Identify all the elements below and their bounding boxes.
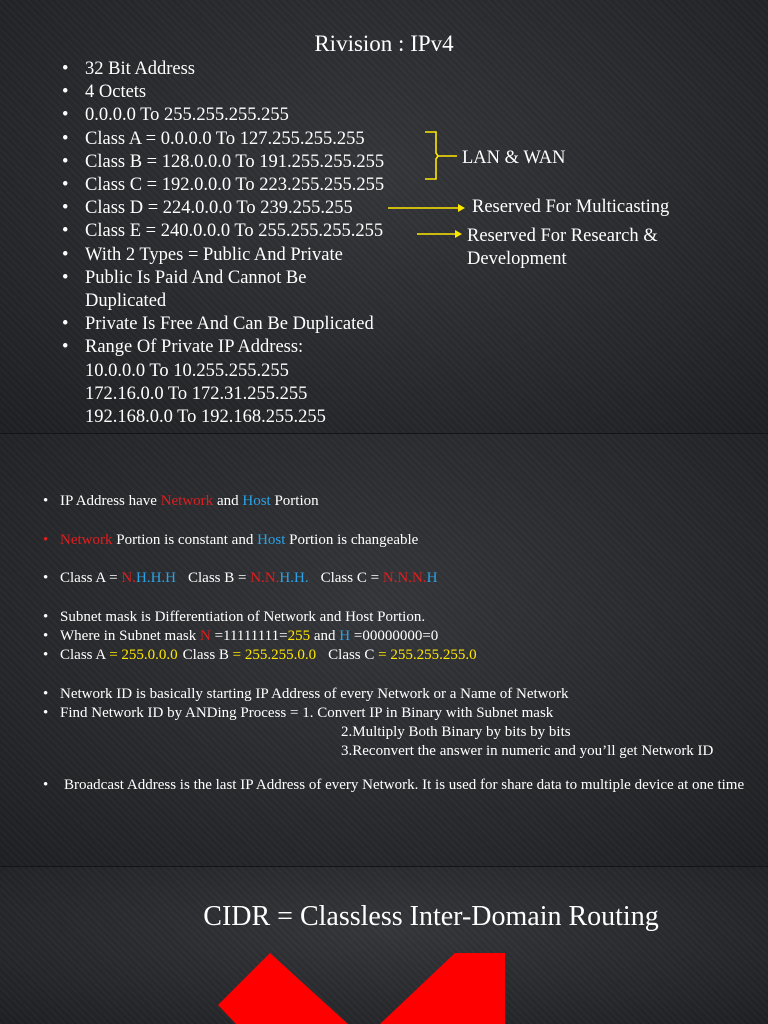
- mask-value: = 255.0.0.0: [109, 647, 178, 663]
- mask-value: = 255.255.0.0: [232, 647, 317, 663]
- host-part: H.H.H: [136, 570, 176, 586]
- text: Portion: [270, 493, 319, 509]
- list-item: [62, 267, 384, 313]
- text: =11111111=: [210, 628, 288, 644]
- list-item-private-ranges: [62, 336, 384, 429]
- slide-ipv4-revision: [0, 0, 768, 433]
- class-c-label: Class C: [328, 647, 379, 663]
- class-b-label: Class B: [182, 647, 233, 663]
- list-item: • Find Network ID by ANDing Process = 1. Convert IP in Binary with Subnet mask: [43, 704, 568, 723]
- class-b-label: Class B =: [188, 570, 251, 586]
- anding-step-3: 3.Reconvert the answer in numeric and you’ll get Network ID: [341, 743, 714, 759]
- private-range-3: 192.168.0.0 To 192.168.255.255: [85, 407, 326, 428]
- text: Where in Subnet mask: [60, 628, 200, 644]
- list-item-text: Range Of Private IP Address:: [85, 337, 304, 358]
- text: =00000000=0: [350, 628, 439, 644]
- list-item: • 4 Octets: [62, 81, 384, 104]
- list-item-class-c: • Class C = 192.0.0.0 To 223.255.255.255: [62, 174, 384, 197]
- list-item-class-b: • Class B = 128.0.0.0 To 191.255.255.255: [62, 151, 384, 174]
- network-letter: N: [199, 628, 211, 644]
- network-part: N.: [121, 570, 136, 586]
- private-range-1: 10.0.0.0 To 10.255.255.255: [85, 360, 289, 381]
- bullet-ip-portions: [43, 492, 319, 511]
- network-part: N.N.: [250, 570, 280, 586]
- bullet-portion-constant: [43, 531, 418, 550]
- curly-brace-icon: [425, 131, 459, 181]
- arrow-right-icon: [388, 202, 466, 214]
- class-a-label: Class A: [60, 647, 110, 663]
- list-item: • 0.0.0.0 To 255.255.255.255: [62, 104, 384, 127]
- bullet-network-id: [43, 685, 568, 723]
- network-part: N.N.N.: [382, 570, 427, 586]
- list-item: • With 2 Types = Public And Private: [62, 244, 384, 267]
- ipv4-facts-list: [62, 58, 384, 429]
- host-word: Host: [257, 532, 286, 548]
- list-item-text: Public Is Paid And Cannot Be: [85, 267, 307, 288]
- list-item: • Network ID is basically starting IP Address of every Network or a Name of Network: [43, 685, 568, 704]
- host-part: H.H.: [279, 570, 309, 586]
- annotation-multicasting: Reserved For Multicasting: [472, 197, 670, 217]
- text: Portion is constant and: [112, 532, 258, 548]
- list-item-continuation: Duplicated: [85, 291, 167, 312]
- list-item: • 32 Bit Address: [62, 58, 384, 81]
- text: Portion is changeable: [285, 532, 419, 548]
- text: IP Address have: [60, 493, 161, 509]
- list-item: • Subnet mask is Differentiation of Network and Host Portion.: [43, 608, 477, 627]
- arrow-right-icon: [417, 228, 463, 240]
- host-letter: H: [339, 628, 351, 644]
- slide-title: Rivision : IPv4: [314, 31, 454, 56]
- list-item: [43, 627, 477, 646]
- list-item: [43, 531, 418, 550]
- red-chevron-decoration: [0, 867, 768, 1024]
- class-a-label: Class A =: [60, 570, 122, 586]
- text: and: [213, 493, 243, 509]
- list-item: [43, 646, 477, 665]
- list-item-class-d: • Class D = 224.0.0.0 To 239.255.255: [62, 197, 384, 220]
- network-word: Network: [60, 532, 113, 548]
- annotation-research-line1: Reserved For Research &: [467, 226, 658, 246]
- slide-title: CIDR = Classless Inter-Domain Routing: [203, 901, 659, 932]
- list-item: • Private Is Free And Can Be Duplicated: [62, 313, 384, 336]
- list-item: [43, 492, 319, 511]
- list-item-class-a: • Class A = 0.0.0.0 To 127.255.255.255: [62, 128, 384, 151]
- bullet-broadcast: [43, 776, 745, 795]
- host-part: H: [426, 570, 438, 586]
- class-c-label: Class C =: [320, 570, 383, 586]
- network-word: Network: [160, 493, 214, 509]
- annotation-research-line2: Development: [467, 249, 567, 269]
- annotation-lan-wan: LAN & WAN: [462, 148, 566, 168]
- mask-value: 255: [287, 628, 311, 644]
- host-word: Host: [242, 493, 271, 509]
- anding-step-2: 2.Multiply Both Binary by bits by bits: [341, 724, 571, 740]
- list-item: • Broadcast Address is the last IP Address of every Network. It is used for share data to multiple device at one time: [43, 776, 704, 795]
- list-item: [43, 569, 437, 588]
- mask-value: = 255.255.255.0: [378, 647, 477, 663]
- bullet-class-notation: [43, 569, 437, 588]
- private-range-2: 172.16.0.0 To 172.31.255.255: [85, 383, 308, 404]
- text: and: [310, 628, 340, 644]
- slide-network-host-portion: [0, 434, 768, 866]
- bullet-subnet-mask: [43, 608, 477, 665]
- list-item-class-e: • Class E = 240.0.0.0 To 255.255.255.255: [62, 220, 384, 243]
- slide-cidr: [0, 867, 768, 1024]
